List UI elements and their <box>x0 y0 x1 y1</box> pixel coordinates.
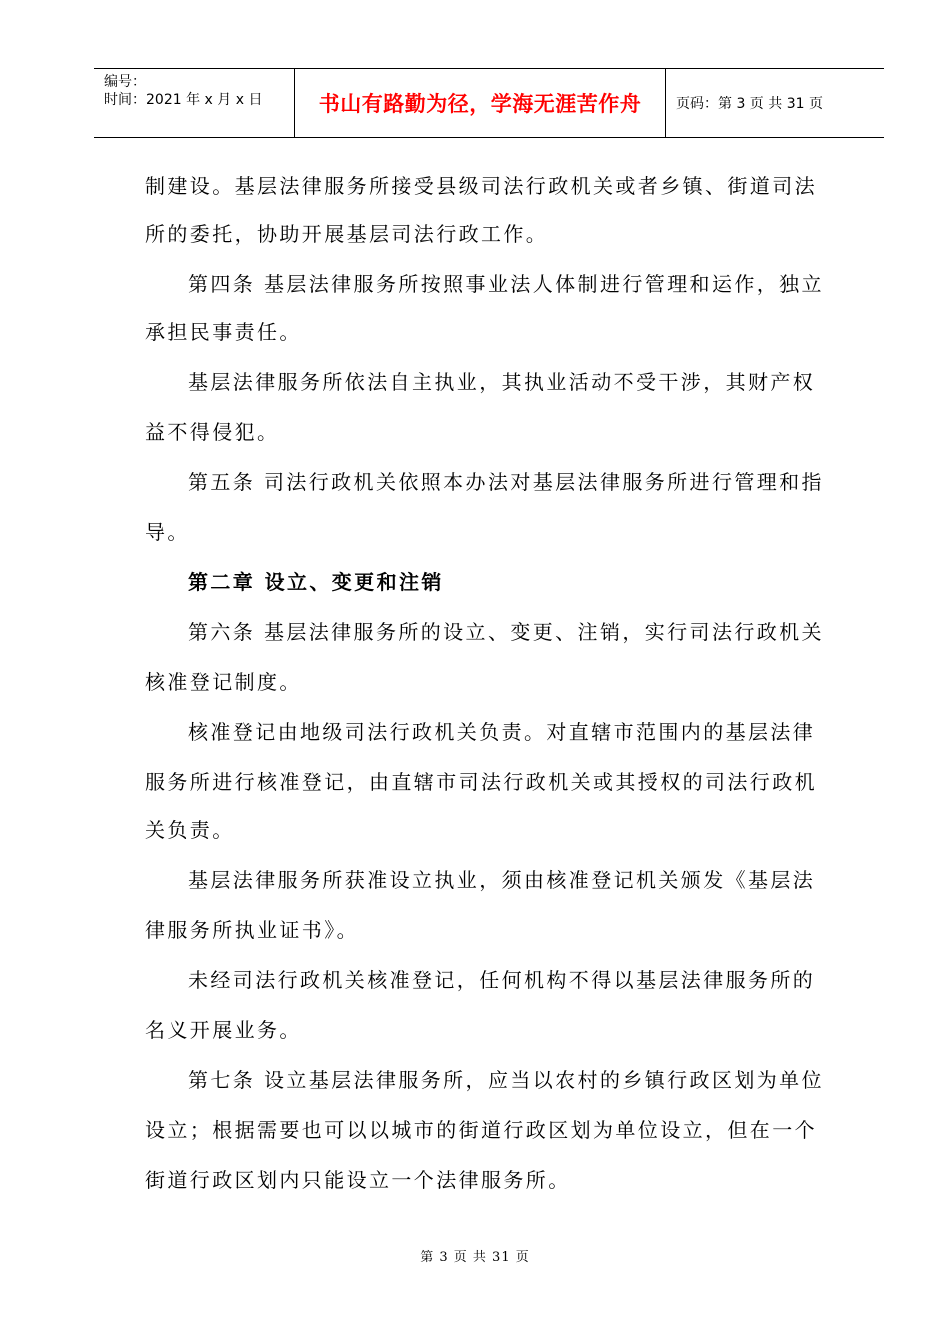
body-line: 所的委托，协助开展基层司法行政工作。 <box>145 222 549 246</box>
header-motto: 书山有路勤为径，学海无涯苦作舟 <box>294 69 666 137</box>
body-line: 关负责。 <box>145 818 235 842</box>
article-5-line: 第五条 司法行政机关依照本办法对基层法律服务所进行管理和指 <box>188 470 824 494</box>
body-line: 核准登记制度。 <box>145 670 302 694</box>
body-line: 承担民事责任。 <box>145 320 302 344</box>
body-line: 基层法律服务所依法自主执业，其执业活动不受干涉，其财产权 <box>188 370 816 394</box>
header-number-label: 编号： <box>104 74 146 90</box>
body-line: 街道行政区划内只能设立一个法律服务所。 <box>145 1168 571 1192</box>
body-line: 名义开展业务。 <box>145 1018 302 1042</box>
page-header <box>94 68 884 138</box>
body-line: 未经司法行政机关核准登记，任何机构不得以基层法律服务所的 <box>188 968 816 992</box>
header-time-label: 时间：2021 年 x 月 x 日 <box>104 92 263 108</box>
body-line: 律服务所执业证书》。 <box>145 918 359 942</box>
article-6-line: 第六条 基层法律服务所的设立、变更、注销，实行司法行政机关 <box>188 620 824 644</box>
header-meta <box>94 69 294 137</box>
header-page-info: 页码：第 3 页 共 31 页 <box>676 96 823 112</box>
article-4-line: 第四条 基层法律服务所按照事业法人体制进行管理和运作，独立 <box>188 272 824 296</box>
page-footer: 第 3 页 共 31 页 <box>420 1250 530 1265</box>
body-line: 服务所进行核准登记，由直辖市司法行政机关或其授权的司法行政机 <box>145 770 817 794</box>
chapter-heading: 第二章 设立、变更和注销 <box>188 570 444 594</box>
article-7-line: 第七条 设立基层法律服务所，应当以农村的乡镇行政区划为单位 <box>188 1068 824 1092</box>
body-line: 制建设。基层法律服务所接受县级司法行政机关或者乡镇、街道司法 <box>145 174 817 198</box>
body-line: 益不得侵犯。 <box>145 420 280 444</box>
body-line: 核准登记由地级司法行政机关负责。对直辖市范围内的基层法律 <box>188 720 816 744</box>
body-line: 导。 <box>145 520 190 544</box>
body-line: 基层法律服务所获准设立执业，须由核准登记机关颁发《基层法 <box>188 868 816 892</box>
body-line: 设立；根据需要也可以以城市的街道行政区划为单位设立，但在一个 <box>145 1118 817 1142</box>
